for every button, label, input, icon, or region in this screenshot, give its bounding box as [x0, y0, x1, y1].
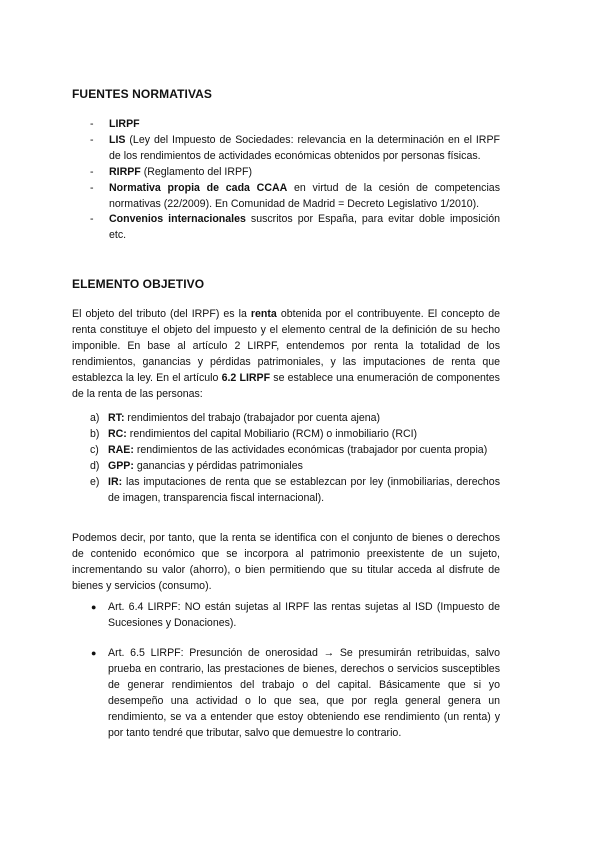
heading-elemento-objetivo: ELEMENTO OBJETIVO	[72, 277, 205, 291]
item-text: rendimientos del trabajo (trabajador por cuenta ajena)	[124, 412, 381, 424]
item-text: suscritos por España, para evitar doble imposición etc.	[109, 213, 500, 242]
item-text: ganancias y pérdidas patrimoniales	[133, 459, 303, 472]
item-bold: RC:	[108, 427, 127, 440]
item-text: (Ley del Impuesto de Sociedades: relevancia en la determinación en el IRPF de los rendimientos de actividades económicas obtenidos por personas físicas.	[109, 133, 500, 162]
item-text: rendimientos de las actividades económicas (trabajador por cuenta propia)	[133, 443, 488, 456]
text-bold: 6.2 LIRPF	[221, 371, 271, 384]
list-item	[90, 165, 500, 181]
list-item	[90, 646, 500, 741]
item-marker: d)	[90, 459, 100, 472]
item-text: las imputaciones de renta que se establezcan por ley (inmobiliarias, derechos de imagen, transparencia fiscal internacional).	[108, 475, 500, 504]
item-bold: RAE:	[108, 443, 134, 456]
text-bold: renta	[250, 308, 277, 320]
dash-marker: -	[90, 213, 94, 226]
item-bold: RT:	[108, 412, 125, 424]
heading-fuentes-normativas: FUENTES NORMATIVAS	[72, 87, 213, 101]
item-text: (Reglamento del IRPF)	[140, 165, 253, 178]
article-bullets	[90, 600, 500, 632]
paragraph-podemos-decir: Podemos decir, por tanto, que la renta se identifica con el conjunto de bienes o derechos de contenido económico que se incorpora al patrimonio preexistente de un sujeto, incrementando su valor (ahorro), o bien permitiendo que su titular acceda al disfrute de bienes y servicios (consumo).	[72, 532, 500, 592]
item-marker: a)	[90, 412, 100, 424]
text-run: se establece una enumeración de componentes de la renta de las personas:	[72, 371, 500, 400]
paragraph-objeto-tributo	[72, 307, 500, 402]
list-item	[90, 117, 500, 133]
item-marker: c)	[90, 443, 99, 456]
list-item	[90, 459, 500, 475]
item-bold: RIRPF	[109, 165, 141, 178]
item-text: rendimientos del capital Mobiliario (RCM) o inmobiliario (RCI)	[126, 427, 418, 440]
list-item	[90, 411, 500, 427]
item-bold: LIS	[109, 133, 126, 146]
item-marker: b)	[90, 427, 100, 440]
components-list	[90, 411, 500, 506]
item-bold: GPP:	[108, 459, 134, 472]
item-text: Art. 6.5 LIRPF: Presunción de onerosidad → Se presumirán retribuidas, salvo prueba en contrario, las prestaciones de bienes, derechos o servicios susceptibles de generar rendimientos del trabajo o del capital. Básicamente que si yo desempeño una actividad o lo que sea, que por regla general genera un rendimiento, se va a entender que estoy obteniendo ese rendimiento (un renta) y por tanto tendré que tributar, salvo que demuestre lo contrario.	[108, 647, 500, 739]
dash-marker: -	[90, 181, 94, 194]
item-bold: Normativa propia de cada CCAA	[109, 181, 288, 194]
list-item	[90, 600, 500, 632]
text-run: obtenida por el contribuyente. El concepto de renta constituye el objeto del impuesto y el elemento central de la definición de su hecho imponible. En base al artículo 2 LIRPF, entendemos por renta la totalidad de los rendimientos, ganancias y pérdidas patrimoniales, y las imputaciones de renta que establezca la ley. En el artículo	[72, 308, 500, 384]
list-item	[90, 212, 500, 244]
list-item	[90, 427, 500, 443]
text-run: El objeto del tributo (del IRPF) es la	[72, 308, 251, 320]
bullet-marker: ●	[91, 648, 97, 658]
item-marker: e)	[90, 475, 100, 488]
dash-marker: -	[90, 165, 94, 178]
item-bold: Convenios internacionales	[109, 213, 246, 226]
list-item	[90, 475, 500, 507]
item-bold: LIRPF	[109, 118, 140, 130]
article-bullets	[90, 646, 500, 741]
dash-marker: -	[90, 133, 94, 146]
item-bold: IR:	[108, 475, 123, 488]
list-item	[90, 443, 500, 459]
dash-marker: -	[90, 118, 94, 130]
item-text: Art. 6.4 LIRPF: NO están sujetas al IRPF las rentas sujetas al ISD (Impuesto de Sucesiones y Donaciones).	[108, 601, 500, 629]
bullet-marker: ●	[91, 602, 97, 612]
list-item	[90, 133, 500, 165]
list-item	[90, 181, 500, 213]
item-text: en virtud de la cesión de competencias normativas (22/2009). En Comunidad de Madrid = Decreto Legislativo 1/2010).	[109, 181, 500, 210]
sources-list	[90, 117, 500, 244]
